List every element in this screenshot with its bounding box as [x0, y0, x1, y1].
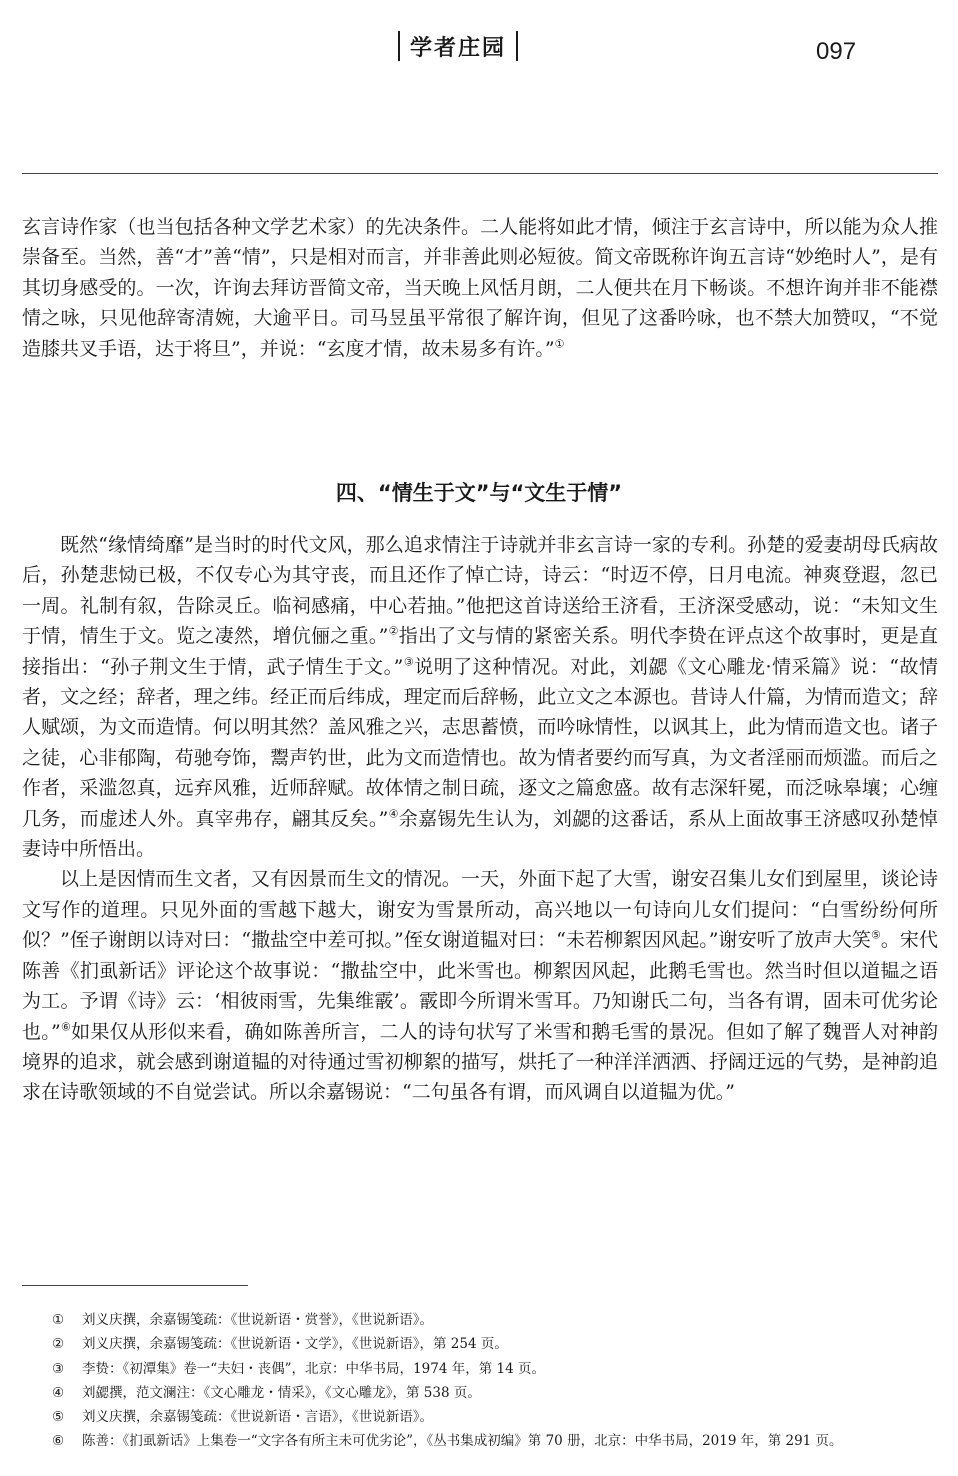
footnote-text: 刘义庆撰，余嘉锡笺疏：《世说新语・言语》，《世说新语》。	[82, 1409, 433, 1426]
footnote-text: 刘义庆撰，余嘉锡笺疏：《世说新语・文学》，《世说新语》，第 254 页。	[82, 1336, 508, 1353]
footnote-item	[52, 1357, 932, 1381]
footnote-ref-4[interactable]: ④	[388, 807, 399, 821]
intro-section	[22, 212, 938, 364]
paragraph-emotion-text	[22, 530, 938, 864]
journal-brand	[398, 28, 518, 64]
footnote-text: 李贽：《初潭集》卷一“夫妇・丧偶”，北京：中华书局，1974 年，第 14 页。	[82, 1360, 545, 1377]
footnote-mark: ⑤	[52, 1409, 65, 1426]
footnote-item	[52, 1405, 932, 1429]
brand-left-bar	[398, 31, 400, 61]
journal-name: 学者庄园	[410, 35, 507, 61]
footnote-ref-5[interactable]: ⑤	[870, 928, 881, 942]
brand-right-bar	[516, 31, 518, 61]
footnote-mark: ⑥	[52, 1433, 65, 1450]
footnote-mark: ①	[52, 1312, 65, 1328]
intro-paragraph-text: 玄言诗作家（也当包括各种文学艺术家）的先决条件。二人能将如此才情，倾注于玄言诗中，所以能为众人推崇备至。当然，善“才”善“情”，只是相对而言，并非善此则必短彼。简文帝既称许询五言诗“妙绝时人”，是有其切身感受的。一次，许询去拜访晋简文帝，当天晚上风恬月朗，二人便共在月下畅谈。不想许询并非不能襟情之咏，只见他辞寄清婉，大逾平日。司马昱虽平常很了解许询，但见了这番吟咏，也不禁大加赞叹，“不觉造膝共叉手语，达于将旦”，并说：“玄度才情，故未易多有许。”	[22, 216, 938, 360]
footnote-ref-1[interactable]: ①	[554, 337, 565, 351]
paragraph-2-part-2: 。宋代陈善《扪虱新话》评论这个故事说：“撒盐空中，此米雪也。柳絮因风起，此鹅毛雪也。然当时但以道韫之语为工。予谓《诗》云：‘相彼雨雪，先集维霰’。霰即今所谓米雪耳。乃知谢氏二句，当各有谓，固未可优劣论也。”	[22, 929, 938, 1043]
paragraph-1-part-3: 说明了这种情况。对此，刘勰《文心雕龙·情采篇》说：“故情者，文之经；辞者，理之纬。经正而后纬成，理定而后辞畅，此立文之本源也。昔诗人什篇，为情而造文；辞人赋颂，为文而造情。何以明其然？盖风雅之兴，志思蓄愤，而吟咏情性，以讽其上，此为情而造文也。诸子之徒，心非郁陶，苟驰夸饰，鬻声钓世，此为文而造情也。故为情者要约而写真，为文者淫丽而烦滥。而后之作者，采滥忽真，远弃风雅，近师辞赋。故体情之制日疏，逐文之篇愈盛。故有志深轩冕，而泛咏皋壤；心缠几务，而虚述人外。真宰弗存，翩其反矣。”	[22, 655, 938, 830]
footnote-ref-6[interactable]: ⑥	[60, 1020, 72, 1034]
section-heading: 四、“情生于文”与“文生于情”	[335, 481, 623, 506]
paragraph-1-part-1: 既然“缘情绮靡”是当时的时代文风，那么追求情注于诗就并非玄言诗一家的专利。孙楚的爱妻胡母氏病故后，孙楚悲恸已极，不仅专心为其守丧，而且还作了悼亡诗，诗云：“时迈不停，日月电流。神爽登遐，忽已一周。礼制有叙，告除灵丘。临祠感痛，中心若抽。”他把这首诗送给王济看，王济深受感动，说：“未知文生于情，情生于文。览之凄然，增伉俪之重。”	[22, 534, 938, 648]
main-section	[22, 530, 938, 1108]
footnote-item	[52, 1308, 932, 1332]
intro-paragraph	[22, 212, 938, 364]
footnote-text: 刘义庆撰，余嘉锡笺疏：《世说新语・赏誉》，《世说新语》。	[82, 1312, 433, 1328]
footnote-item	[52, 1332, 932, 1356]
footnote-mark: ③	[52, 1360, 65, 1377]
footnote-ref-3[interactable]: ③	[403, 655, 415, 669]
paragraph-1-part-4: 余嘉锡先生认为，刘勰的这番话，系从上面故事王济感叹孙楚悼妻诗中所悟出。	[22, 807, 938, 861]
paragraph-1-part-2: 指出了文与情的紧密关系。明代李贽在评点这个故事时，更是直接指出：“孙子荆文生于情，武子情生于文。”	[22, 625, 938, 678]
paragraph-snow-scene	[22, 864, 938, 1107]
footnote-text: 陈善：《扪虱新话》上集卷一“文字各有所主未可优劣论”，《丛书集成初编》第 70 册，北京：中华书局，2019 年，第 291 页。	[82, 1433, 843, 1450]
paragraph-2-part-1: 以上是因情而生文者，又有因景而生文的情况。一天，外面下起了大雪，谢安召集儿女们到屋里，谈论诗文写作的道理。只见外面的雪越下越大，谢安为雪景所动，高兴地以一句诗向儿女们提问：“白雪纷纷何所似？”侄子谢朗以诗对曰：“撒盐空中差可拟。”侄女谢道韫对曰：“未若柳絮因风起。”谢安听了放声大笑	[22, 868, 938, 952]
footnote-divider	[22, 1285, 248, 1286]
page-number: 097	[816, 38, 857, 65]
footnote-mark: ②	[52, 1336, 65, 1353]
footnote-mark: ④	[52, 1384, 65, 1401]
footnote-item	[52, 1381, 932, 1405]
footnote-ref-2[interactable]: ②	[388, 624, 399, 638]
page-header	[0, 28, 958, 68]
paragraph-2-part-3: 如果仅从形似来看，确如陈善所言，二人的诗句状写了米雪和鹅毛雪的景况。但如了解了魏晋人对神韵境界的追求，就会感到谢道韫的对待通过雪初柳絮的描写，烘托了一种洋洋洒洒、抒阔迂远的气势，是神韵追求在诗歌领域的不自觉尝试。所以余嘉锡说：“二句虽各有谓，而风调自以道韫为优。”	[22, 1020, 938, 1104]
footnote-item	[52, 1429, 932, 1453]
footnotes-list	[52, 1308, 932, 1454]
header-divider	[22, 173, 938, 174]
footnote-text: 刘勰撰，范文澜注：《文心雕龙・情采》，《文心雕龙》，第 538 页。	[82, 1384, 481, 1401]
